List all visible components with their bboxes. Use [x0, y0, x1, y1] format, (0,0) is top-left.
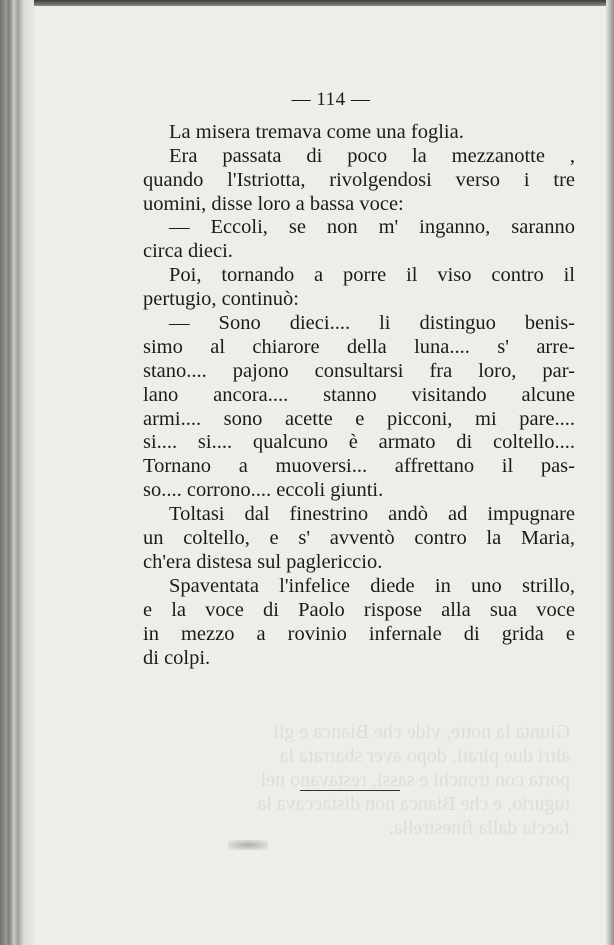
text-line: in mezzo a rovinio infernale di grida e [143, 622, 575, 645]
ink-smudge [228, 840, 268, 850]
text-line: si.... si.... qualcuno è armato di coltello.... [143, 431, 575, 454]
text-line: lano ancora.... stanno visitando alcune [143, 383, 575, 406]
text-line: Poi, tornando a porre il viso contro il [169, 264, 575, 287]
text-line: armi.... sono acette e picconi, mi pare.... [143, 407, 575, 430]
text-line: Era passata di poco la mezzanotte , [169, 144, 575, 167]
text-line: e la voce di Paolo rispose alla sua voce [143, 598, 575, 621]
text-line: La misera tremava come una foglia. [169, 120, 464, 143]
text-line: Toltasi dal finestrino andò ad impugnare [169, 503, 575, 526]
text-line: pertugio, continuò: [143, 288, 300, 311]
book-spine-edge [0, 0, 34, 945]
text-line: Spaventata l'infelice diede in uno strillo, [169, 574, 575, 597]
page-top-edge [0, 0, 614, 6]
text-line: ch'era distesa sul paglericcio. [143, 550, 383, 573]
text-line: simo al chiarore della luna.... s' arre- [143, 335, 575, 358]
text-line: quando l'Istriotta, rivolgendosi verso i tre [143, 168, 575, 191]
text-line: uomini, disse loro a bassa voce: [143, 192, 404, 215]
text-line: — Sono dieci.... li distinguo benis- [169, 312, 575, 335]
section-divider [300, 790, 400, 791]
page-text [143, 88, 575, 670]
text-line: un coltello, e s' avventò contro la Maria, [143, 527, 575, 550]
page-right-edge [606, 0, 614, 945]
text-line: Tornano a muoversi... affrettano il pas- [143, 455, 575, 478]
page-number: — 114 — [291, 89, 371, 110]
text-line: stano.... pajono consultarsi fra loro, par- [143, 359, 575, 382]
text-line: di colpi. [143, 646, 211, 669]
text-line: so.... corrono.... eccoli giunti. [143, 479, 384, 502]
bleed-through-text: Giunta la notte, vide che Bianca e gli altri due pirati, dopo aver sbarrata la porta con tronchi e sassi, restavano nel tugurio, e che Bianca non distaccava la faccia dalla finestrella. [257, 721, 570, 839]
text-line: — Eccoli, se non m' inganno, saranno [169, 216, 575, 239]
text-line: circa dieci. [143, 240, 233, 263]
